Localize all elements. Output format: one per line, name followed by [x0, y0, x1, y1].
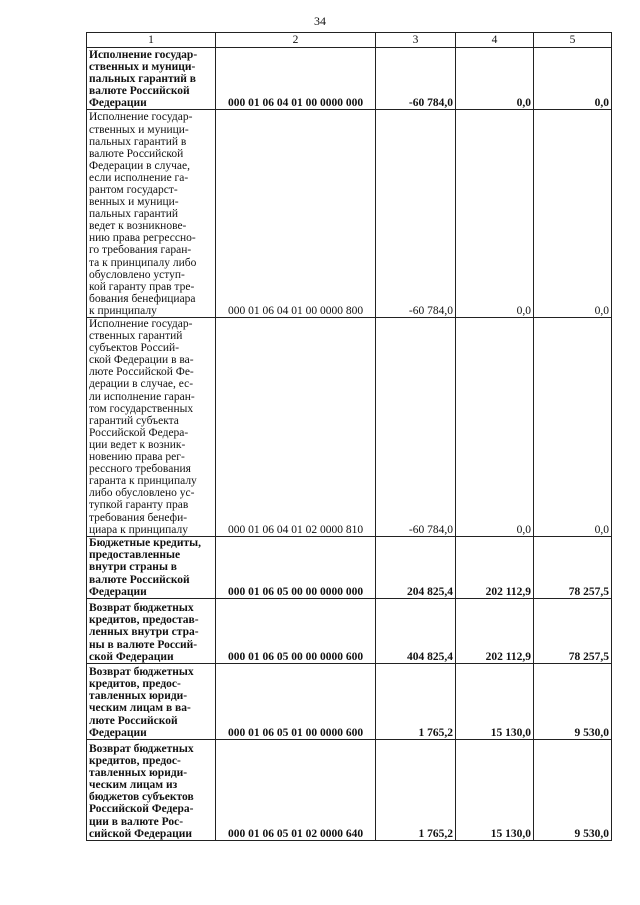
table-row [87, 318, 612, 537]
table-row [87, 598, 612, 663]
row-name-line: том государственных [89, 402, 194, 415]
row-name-line: ции в валюте Рос- [89, 815, 184, 828]
value-col4-cell: 0,0 [456, 110, 534, 318]
row-name-line: если исполнение га- [89, 171, 189, 184]
row-name-line: ческим лицам в ва- [89, 702, 191, 715]
row-name-line: ведет к возникнове- [89, 220, 187, 233]
row-name-cell [87, 739, 216, 840]
row-name-line: пальных гарантий в [89, 72, 196, 85]
row-name-line: Возврат бюджетных [89, 666, 194, 679]
column-header-3: 3 [376, 33, 456, 48]
row-name-line: требования бенефи- [89, 511, 188, 524]
row-name-line: бюджетов субъектов [89, 791, 194, 804]
row-name-line: кредитов, предос- [89, 755, 181, 768]
row-name-line: тавленных юриди- [89, 690, 188, 703]
row-name-line: предоставленные [89, 549, 181, 562]
value-col4-cell: 0,0 [456, 48, 534, 110]
row-name-line: ции ведет к возник- [89, 438, 186, 451]
budget-code-cell: 000 01 06 05 01 00 0000 600 [216, 663, 376, 739]
row-name-cell [87, 48, 216, 110]
value-col4-cell: 0,0 [456, 318, 534, 537]
row-name-line: новению права рег- [89, 451, 185, 464]
value-col5-cell: 0,0 [534, 48, 612, 110]
page-number: 34 [314, 14, 326, 28]
row-name-line: кредитов, предостав- [89, 614, 199, 627]
row-name-line: Исполнение государ- [89, 48, 198, 61]
value-col3-cell: 1 765,2 [376, 739, 456, 840]
value-col4-cell: 15 130,0 [456, 739, 534, 840]
row-name-line: Бюджетные кредиты, [89, 537, 201, 550]
row-name-line: валюте Российской [89, 573, 190, 586]
row-name-line: рессного требования [89, 463, 191, 476]
value-col3-cell: 1 765,2 [376, 663, 456, 739]
row-name-line: ственных и муници- [89, 123, 189, 136]
row-name-line: субъектов Россий- [89, 342, 180, 355]
column-header-1: 1 [87, 33, 216, 48]
value-col4-cell: 202 112,9 [456, 536, 534, 598]
row-name-line: ленных внутри стра- [89, 626, 199, 639]
row-name-line: Российской Федера- [89, 426, 189, 439]
column-header-4: 4 [456, 33, 534, 48]
row-name-line: сийской Федерации [89, 827, 192, 840]
row-name-line: Федерации [89, 585, 147, 598]
row-name-line: обусловлено уступ- [89, 268, 185, 281]
row-name-line: либо обусловлено ус- [89, 487, 195, 500]
column-header-2: 2 [216, 33, 376, 48]
row-name-cell [87, 110, 216, 318]
row-name-line: Российской Федера- [89, 803, 194, 816]
value-col5-cell: 9 530,0 [534, 663, 612, 739]
value-col3-cell: -60 784,0 [376, 110, 456, 318]
budget-sources-table [86, 32, 612, 841]
budget-code-cell: 000 01 06 05 00 00 0000 600 [216, 598, 376, 663]
budget-code-cell: 000 01 06 05 00 00 0000 000 [216, 536, 376, 598]
row-name-line: валюте Российской [89, 147, 184, 160]
row-name-line: пальных гарантий в [89, 135, 187, 148]
table-row [87, 48, 612, 110]
table-header-row [87, 33, 612, 48]
row-name-line: гаранта к принципалу [89, 475, 197, 488]
row-name-line: циара к принципалу [89, 523, 188, 536]
row-name-line: Возврат бюджетных [89, 742, 194, 755]
row-name-line: ственных гарантий [89, 330, 183, 343]
row-name-line: валюте Российской [89, 84, 190, 97]
row-name-line: бования бенефициара [89, 292, 196, 305]
value-col3-cell: 404 825,4 [376, 598, 456, 663]
row-name-line: ческим лицам из [89, 779, 178, 792]
row-name-cell [87, 598, 216, 663]
value-col5-cell: 78 257,5 [534, 536, 612, 598]
row-name-line: ской Федерации в ва- [89, 354, 194, 367]
row-name-line: Федерации [89, 726, 147, 739]
budget-code-cell: 000 01 06 04 01 00 0000 000 [216, 48, 376, 110]
row-name-line: люте Российской Фе- [89, 366, 194, 379]
table-row [87, 739, 612, 840]
value-col3-cell: -60 784,0 [376, 48, 456, 110]
row-name-cell [87, 318, 216, 537]
value-col3-cell: 204 825,4 [376, 536, 456, 598]
row-name-line: рантом государст- [89, 183, 178, 196]
column-header-5: 5 [534, 33, 612, 48]
budget-code-cell: 000 01 06 05 01 02 0000 640 [216, 739, 376, 840]
table-row [87, 663, 612, 739]
table-body [87, 48, 612, 841]
row-name-cell [87, 536, 216, 598]
row-name-line: го требования гаран- [89, 244, 192, 257]
value-col3-cell: -60 784,0 [376, 318, 456, 537]
table-row [87, 110, 612, 318]
row-name-line: венных и муници- [89, 196, 179, 209]
row-name-cell [87, 663, 216, 739]
value-col5-cell: 0,0 [534, 318, 612, 537]
table-row [87, 536, 612, 598]
row-name-line: Федерации [89, 96, 147, 109]
value-col5-cell: 9 530,0 [534, 739, 612, 840]
row-name-line: внутри страны в [89, 561, 178, 574]
row-name-line: Исполнение государ- [89, 318, 193, 330]
row-name-line: нию права регрессно- [89, 232, 196, 245]
value-col5-cell: 78 257,5 [534, 598, 612, 663]
row-name-line: кой гаранту прав тре- [89, 280, 195, 293]
row-name-line: ны в валюте Россий- [89, 638, 198, 651]
row-name-line: к принципалу [89, 304, 157, 317]
row-name-line: та к принципалу либо [89, 256, 197, 269]
row-name-line: дерации в случае, ес- [89, 378, 194, 391]
value-col4-cell: 15 130,0 [456, 663, 534, 739]
row-name-line: Возврат бюджетных [89, 602, 194, 615]
value-col4-cell: 202 112,9 [456, 598, 534, 663]
row-name-line: кредитов, предос- [89, 678, 181, 691]
row-name-line: Федерации в случае, [89, 159, 190, 172]
row-name-line: ственных и муници- [89, 60, 196, 73]
row-name-line: Исполнение государ- [89, 111, 193, 124]
row-name-line: тупкой гаранту прав [89, 499, 189, 512]
row-name-line: ли исполнение гаран- [89, 390, 195, 403]
row-name-line: гарантий субъекта [89, 414, 179, 427]
budget-code-cell: 000 01 06 04 01 02 0000 810 [216, 318, 376, 537]
row-name-line: люте Российской [89, 714, 178, 727]
value-col5-cell: 0,0 [534, 110, 612, 318]
budget-code-cell: 000 01 06 04 01 00 0000 800 [216, 110, 376, 318]
row-name-line: ской Федерации [89, 650, 174, 663]
row-name-line: пальных гарантий [89, 208, 179, 221]
row-name-line: тавленных юриди- [89, 767, 188, 780]
